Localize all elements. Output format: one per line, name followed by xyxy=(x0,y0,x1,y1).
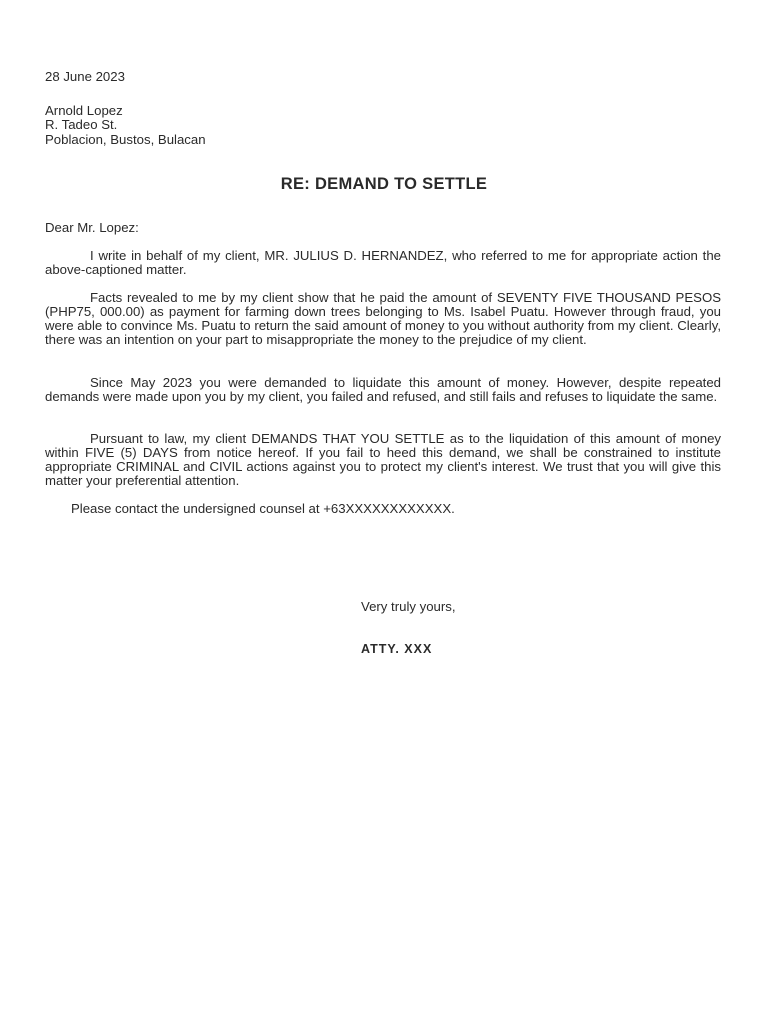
recipient-street: R. Tadeo St. xyxy=(45,117,118,132)
body-paragraph-4: Pursuant to law, my client DEMANDS THAT YOU SETTLE as to the liquidation of this amount of money within FIVE (5) DAYS from notice hereof. If you fail to heed this demand, we shall be constrained to institute appropriate CRIMINAL and CIVIL actions against you to protect my client's interest. We trust that you will give this matter your preferential attention. xyxy=(45,431,721,488)
body-paragraph-1: I write in behalf of my client, MR. JULIUS D. HERNANDEZ, who referred to me for appropriate action the above-captioned matter. xyxy=(45,248,721,277)
contact-line: Please contact the undersigned counsel at +63XXXXXXXXXXXX. xyxy=(71,501,455,516)
letter-subject: RE: DEMAND TO SETTLE xyxy=(280,175,488,193)
body-paragraph-2: Facts revealed to me by my client show that he paid the amount of SEVENTY FIVE THOUSAND PESOS (PHP75, 000.00) as payment for farming down trees belonging to Ms. Isabel Puatu. However through fraud, you were able to convince Ms. Puatu to return the said amount of money to you without authority from my client. Clearly, there was an intention on your part to misappropriate the money to the prejudice of my client. xyxy=(45,290,721,347)
letter-date: 28 June 2023 xyxy=(45,69,125,84)
signer-name: ATTY. XXX xyxy=(361,642,433,656)
body-paragraph-3: Since May 2023 you were demanded to liquidate this amount of money. However, despite repeated demands were made upon you by my client, you failed and refused, and still fails and refuses to liquidate the same. xyxy=(45,375,721,404)
closing: Very truly yours, xyxy=(361,599,456,614)
salutation: Dear Mr. Lopez: xyxy=(45,220,139,235)
recipient-city: Poblacion, Bustos, Bulacan xyxy=(45,132,206,147)
recipient-name: Arnold Lopez xyxy=(45,103,123,118)
